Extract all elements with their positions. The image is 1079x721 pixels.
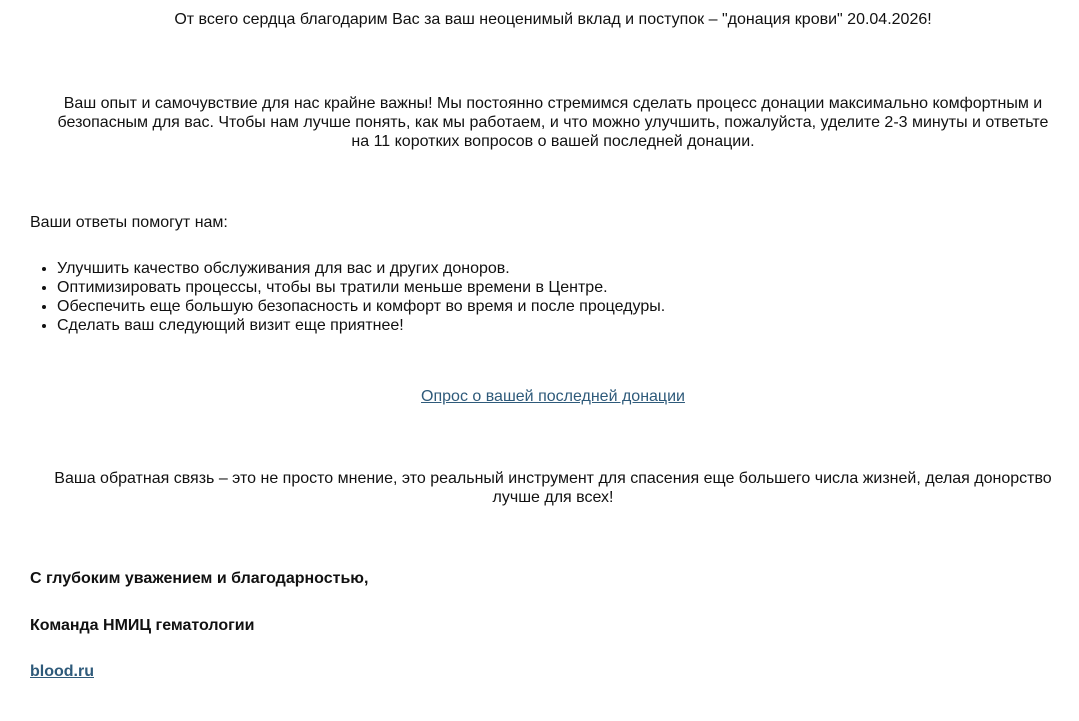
thank-you-intro: От всего сердца благодарим Вас за ваш неоценимый вклад и поступок – "донация крови" 20.04.2026! — [174, 11, 932, 28]
signature-regards: С глубоким уважением и благодарностью, — [30, 570, 369, 587]
feedback-importance-paragraph — [28, 469, 1078, 507]
paragraph-line: Ваш опыт и самочувствие для нас крайне важны! Мы постоянно стремимся сделать процесс донации максимально комфортным и — [63, 95, 1043, 112]
site-link[interactable]: blood.ru — [30, 663, 94, 680]
paragraph-line: на 11 коротких вопросов о вашей последней донации. — [351, 133, 755, 150]
survey-link[interactable]: Опрос о вашей последней донации — [421, 388, 685, 405]
benefits-heading: Ваши ответы помогут нам: — [30, 214, 228, 231]
paragraph-line: Ваша обратная связь – это не просто мнение, это реальный инструмент для спасения еще большего числа жизней, делая донорство — [54, 470, 1052, 487]
list-item: • Улучшить качество обслуживания для вас и других доноров. — [57, 259, 665, 278]
paragraph-line: безопасным для вас. Чтобы нам лучше понять, как мы работаем, и что можно улучшить, пожалуйста, уделите 2-3 минуты и ответьте — [57, 114, 1049, 131]
survey-link-container — [28, 387, 1078, 406]
site-link-container — [30, 662, 94, 681]
benefits-list — [30, 259, 665, 335]
feedback-request-paragraph — [28, 94, 1078, 151]
list-item: • Обеспечить еще большую безопасность и комфорт во время и после процедуры. — [57, 297, 665, 316]
signature-team: Команда НМИЦ гематологии — [30, 617, 255, 634]
list-item: • Сделать ваш следующий визит еще приятнее! — [57, 316, 665, 335]
list-item: • Оптимизировать процессы, чтобы вы тратили меньше времени в Центре. — [57, 278, 665, 297]
paragraph-line: лучше для всех! — [492, 489, 614, 506]
